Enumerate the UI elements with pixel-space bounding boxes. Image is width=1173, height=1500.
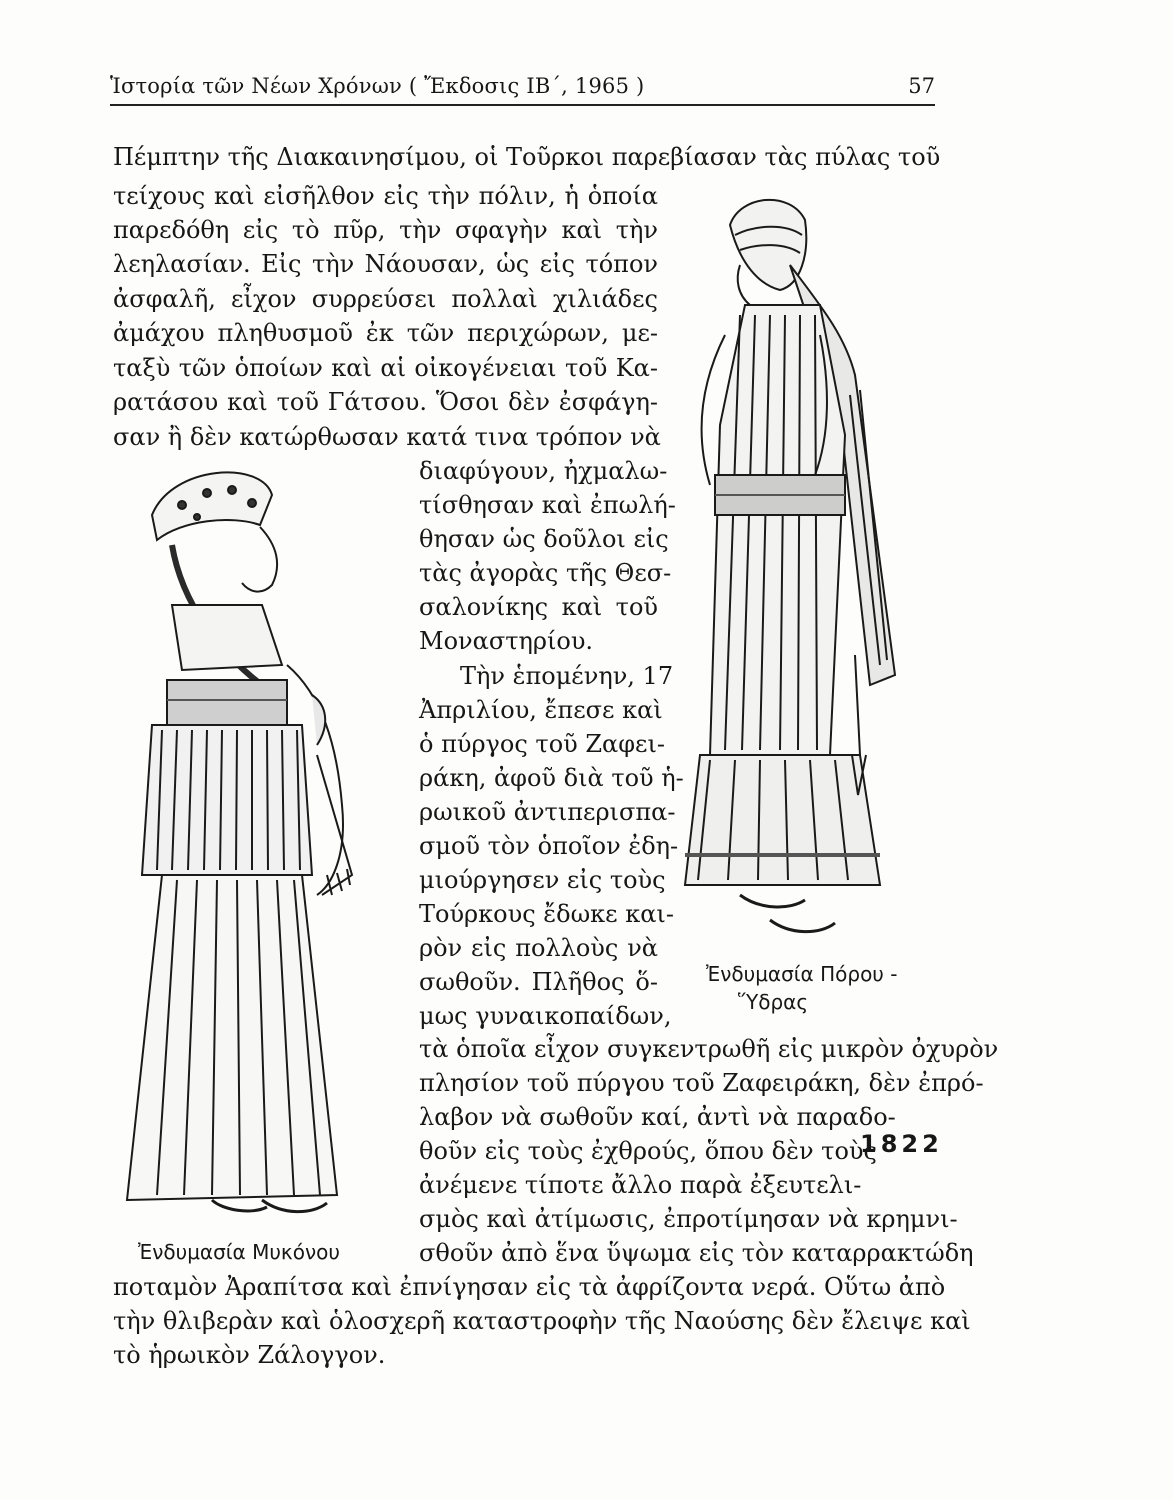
figure-poros-hydra-costume — [680, 195, 930, 960]
caption-mykonos: Ἐνδυμασία Μυκόνου — [138, 1240, 340, 1264]
poros-hydra-woman-illustration — [680, 195, 930, 960]
body-line-13: τὰς ἀγορὰς τῆς Θεσ- — [419, 559, 672, 587]
body-line-16: Τὴν ἑπομένην, 17 — [460, 662, 674, 690]
body-line-17: Ἀπριλίου, ἔπεσε καὶ — [419, 696, 663, 724]
body-line-20: ρωικοῦ ἀντιπερισπα- — [419, 798, 676, 826]
body-line-7: ταξὺ τῶν ὁποίων καὶ αἱ οἰκογένειαι τοῦ Κα- — [113, 354, 658, 382]
body-line-36: τὸ ἡρωικὸν Ζάλογγον. — [113, 1341, 386, 1369]
body-line-1: Πέμπτην τῆς Διακαινησίμου, οἱ Τοῦρκοι παρεβίασαν τὰς πύλας τοῦ — [113, 143, 941, 171]
margin-year: 1822 — [860, 1130, 943, 1158]
body-line-22: μιούργησεν εἰς τοὺς — [419, 866, 666, 894]
body-line-9: σαν ἢ δὲν κατώρθωσαν κατά τινα τρόπον νὰ — [113, 423, 661, 451]
body-line-34: ποταμὸν Ἀραπίτσα καὶ ἐπνίγησαν εἰς τὰ ἀφρίζοντα νερά. Οὕτω ἀπὸ — [113, 1273, 946, 1301]
body-line-25: σωθοῦν. Πλῆθος ὅ- — [419, 968, 658, 996]
figure-mykonos-costume — [112, 455, 402, 1225]
mykonos-woman-illustration — [112, 455, 402, 1225]
body-line-12: θησαν ὡς δοῦλοι εἰς — [419, 525, 669, 553]
body-line-4: λεηλασίαν. Εἰς τὴν Νάουσαν, ὡς εἰς τόπον — [113, 250, 658, 278]
body-line-2: τείχους καὶ εἰσῆλθον εἰς τὴν πόλιν, ἡ ὁποία — [113, 182, 658, 210]
body-line-26: μως γυναικοπαίδων, — [419, 1002, 672, 1030]
body-line-18: ὁ πύργος τοῦ Ζαφει- — [419, 730, 665, 758]
body-line-33: σθοῦν ἀπὸ ἕνα ὕψωμα εἰς τὸν καταρρακτώδη — [419, 1239, 974, 1267]
body-line-11: τίσθησαν καὶ ἐπωλή- — [419, 491, 676, 519]
running-header — [110, 70, 935, 106]
body-line-6: ἀμάχου πληθυσμοῦ ἐκ τῶν περιχώρων, με- — [113, 319, 658, 347]
body-line-32: σμὸς καὶ ἀτίμωσις, ἐπροτίμησαν νὰ κρημνι- — [419, 1205, 958, 1233]
caption-poros-hydra-line2: Ὕδρας — [738, 990, 809, 1014]
body-line-30: θοῦν εἰς τοὺς ἐχθρούς, ὅπου δὲν τοὺς — [419, 1137, 877, 1165]
caption-poros-hydra-line1: Ἐνδυμασία Πόρου - — [706, 962, 898, 986]
body-line-29: λαβον νὰ σωθοῦν καί, ἀντὶ νὰ παραδο- — [419, 1103, 896, 1131]
body-line-10: διαφύγουν, ἠχμαλω- — [419, 457, 668, 485]
body-line-15: Μοναστηρίου. — [419, 627, 594, 655]
body-line-23: Τούρκους ἔδωκε και- — [419, 900, 674, 928]
running-title: Ἱστορία τῶν Νέων Χρόνων ( Ἔκδοσις ΙΒ΄, 1965 ) — [110, 74, 645, 98]
body-line-19: ράκη, ἀφοῦ διὰ τοῦ ἡ- — [419, 764, 684, 792]
body-line-31: ἀνέμενε τίποτε ἄλλο παρὰ ἐξευτελι- — [419, 1171, 862, 1199]
body-line-27: τὰ ὁποῖα εἶχον συγκεντρωθῆ εἰς μικρὸν ὀχυρὸν — [419, 1035, 999, 1063]
body-line-3: παρεδόθη εἰς τὸ πῦρ, τὴν σφαγὴν καὶ τὴν — [113, 216, 658, 244]
body-line-5: ἀσφαλῆ, εἶχον συρρεύσει πολλαὶ χιλιάδες — [113, 285, 658, 313]
body-line-24: ρὸν εἰς πολλοὺς νὰ — [419, 934, 658, 962]
body-line-14: σαλονίκης καὶ τοῦ — [419, 593, 658, 621]
body-line-21: σμοῦ τὸν ὁποῖον ἐδη- — [419, 832, 679, 860]
body-line-28: πλησίον τοῦ πύργου τοῦ Ζαφειράκη, δὲν ἐπρό- — [419, 1069, 984, 1097]
body-line-35: τὴν θλιβερὰν καὶ ὁλοσχερῆ καταστροφὴν τῆς Ναούσης δὲν ἔλειψε καὶ — [113, 1307, 971, 1335]
body-line-8: ρατάσου καὶ τοῦ Γάτσου. Ὅσοι δὲν ἐσφάγη- — [113, 388, 658, 416]
page-number: 57 — [908, 74, 935, 98]
